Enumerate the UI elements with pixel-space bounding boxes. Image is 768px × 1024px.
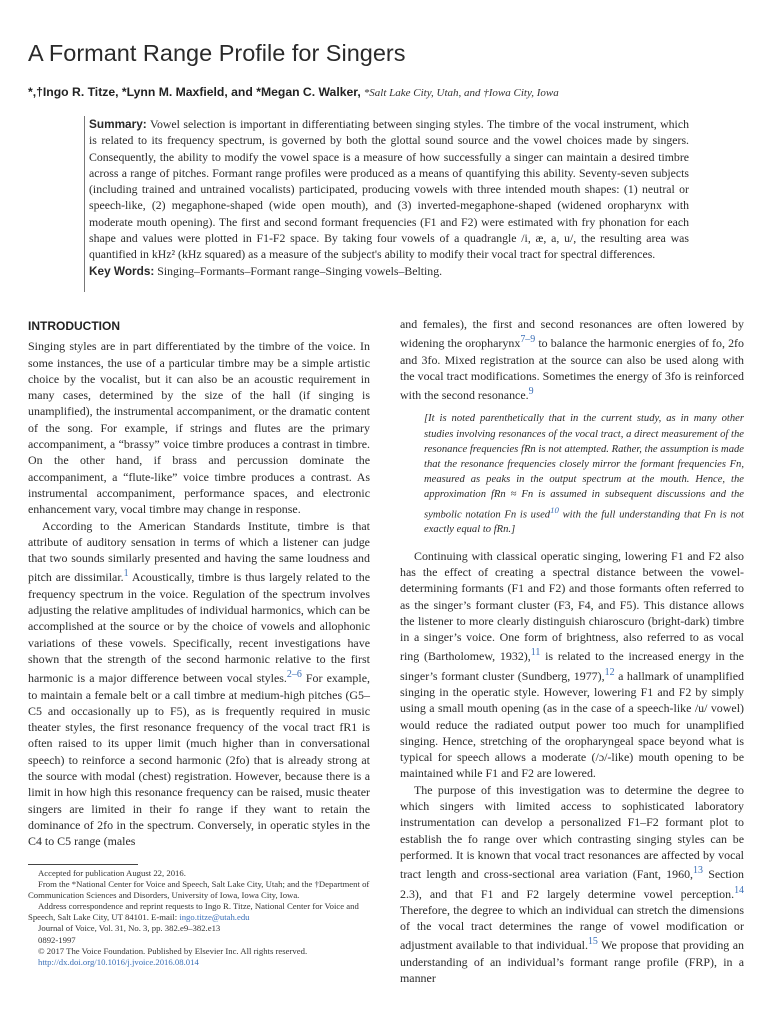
summary-label: Summary: xyxy=(89,117,147,131)
doi-link[interactable]: http://dx.doi.org/10.1016/j.jvoice.2016.08.014 xyxy=(38,956,199,967)
citation-link[interactable]: 11 xyxy=(530,647,541,659)
parenthetical-note xyxy=(424,411,744,537)
text-run: to balance the harmonic energies of fo, 2fo and 3fo. Mixed registration at the source can also be used along with the vocal tract modifications. Sometimes the energy of 3fo is reinforced with the second resonance. xyxy=(400,336,744,403)
text-run: a hallmark of unamplified singing in the operatic style. However, lowering F1 and F2 by simply using a small mouth opening (as in the case of a speech-like /u/ vowel) would reduce the radiated output power too much for unamplified singing. Hence, stretching of the oropharyngeal space beyond what is typical for speech allows a moderate (/ɔ/-like) mouth opening to be maintained while F1 and F2 are lowered. xyxy=(400,668,744,781)
text-run: with the full understanding that Fn is not exactly equal to fRn.] xyxy=(424,509,744,536)
paragraph: Singing styles are in part differentiated by the timbre of the voice. In some instances, the use of a particular timbre may be a simple artistic choice by the vocalist, but it can also be an acoustic requirement in many cases, determined by the size of the hall (if singing is unamplified), the instrumental accompaniment, or the dramatic content of the song. For example, if strings and flutes are the primary accompaniment, a “brassy” voice timbre produces a contrast in timbre. On the other hand, if brass and percussion dominate the accompaniment, a “flute-like” voice timbre produces a contrast. As instrumental accompaniment, performance spaces, and electronic enhancement vary, vocal timbre may change in response. xyxy=(28,339,370,517)
abstract xyxy=(89,116,689,279)
citation-link[interactable]: 7–9 xyxy=(520,334,536,346)
text-run: Therefore, the degree to which an individual can stretch the dimensions of the vocal tract determines the range of vowel modification or adjustment available to that individual. xyxy=(400,902,744,953)
keywords-text: Singing–Formants–Formant range–Singing vowels–Belting. xyxy=(157,263,443,278)
footnote-affiliations: From the *National Center for Voice and Speech, Salt Lake City, Utah; and the †Department of Communication Sciences and Disorders, University of Iowa, Iowa City, Iowa. xyxy=(28,879,370,901)
text-run: According to the American Standards Institute, timbre is that attribute of auditory sensation in terms of which a listener can judge that two sounds similarly presented and having the same loudness and pitch are dissimilar. xyxy=(28,518,370,585)
author-names: *,†Ingo R. Titze, *Lynn M. Maxfield, and *Megan C. Walker, xyxy=(28,85,361,99)
right-column xyxy=(400,316,744,986)
footnote-accepted: Accepted for publication August 22, 2016. xyxy=(38,868,186,878)
left-column xyxy=(28,316,370,849)
summary-text: Vowel selection is important in differentiating between singing styles. The timbre of the vocal instrument, which is related to its frequency spectrum, is governed by both the glottal sound source and the vowel choices made by singers. Consequently, the ability to modify the vowel space is a measure of how successfully a singer can maintain a desired timbre across a range of pitches. Formant range profiles were produced as a means of quantifying this ability. Seventy-seven subjects (including trained and untrained vocalists) participated, producing vowels with three intended mouth shapes: (1) neutral or speech-like, (2) megaphone-shaped (wide open mouth), and (3) inverted-megaphone-shaped (widened oropharynx with moderate mouth opening). The first and second formant frequencies (F1 and F2) were estimated with fry phonation for each shape and values were plotted in F1-F2 space. By taking four vowels of a quadrangle /i, æ, a, u/, the resulting area was quantified in kHz² (kHz squared) as a measure of the subject's ability to modify their vocal tract for spectral differences. xyxy=(89,117,689,262)
citation-link[interactable]: 12 xyxy=(604,666,615,678)
keywords-label: Key Words: xyxy=(89,263,155,278)
citation-link[interactable]: 15 xyxy=(587,936,598,948)
footnote-journal: Journal of Voice, Vol. 31, No. 3, pp. 382.e9–382.e13 xyxy=(38,923,221,934)
section-heading: INTRODUCTION xyxy=(28,319,120,333)
footnote-rule xyxy=(28,864,138,865)
paper-title: A Formant Range Profile for Singers xyxy=(28,40,406,66)
citation-link[interactable]: 1 xyxy=(123,568,129,580)
keywords xyxy=(89,263,689,279)
footnote-issn: 0892-1997 xyxy=(38,934,76,945)
text-run: is related to the increased energy in the singer’s formant cluster (Sundberg, 1977), xyxy=(400,649,744,683)
text-run: We propose that providing an understanding of an individual’s formant range profile (FRP), in a manner xyxy=(400,938,745,985)
author-affiliation: *Salt Lake City, Utah, and †Iowa City, Iowa xyxy=(363,87,559,99)
text-run: Continuing with classical operatic singing, lowering F1 and F2 also has the effect of creating a spectral distance between the vowel-determining formants (F1 and F2) and those formants often referred to as the singer’s formant cluster (F3, F4, and F5). This distance allows the listener to more clearly distinguish chiaroscuro (bright-dark) timbre in a singer’s voice. One form of brightness, also referred to as vocal ring (Bartholomew, 1932), xyxy=(400,548,744,664)
footnote-copyright: © 2017 The Voice Foundation. Published by Elsevier Inc. All rights reserved. xyxy=(38,945,308,956)
text-run: Acoustically, timbre is thus largely related to the frequency spectrum in the voice. Regulation of the spectrum involves adjusting the relative amplitudes of individual harmonics, which can be accomplished at the source or by the choice of vowels and allophonic variations of these vowels. Specifically, recent investigations have shown that the strength of the second harmonic relative to the first harmonic is a major difference between vocal styles. xyxy=(28,570,370,686)
abstract-summary xyxy=(89,116,689,263)
citation-link[interactable]: 14 xyxy=(734,884,744,896)
paragraph xyxy=(400,782,744,987)
citation-link[interactable]: 9 xyxy=(528,386,534,398)
text-run: [It is noted parenthetically that in the current study, as in many other studies involving resonances of the vocal tract, a direct measurement of the resonance frequencies fRn is not attempted. Rather, the assumption is made that the resonance frequencies closely mirror the formant frequencies Fn, measured as peaks in the output spectrum at the mouth. Hence, the approximation fRn ≈ Fn is assumed in subsequent discussions and the symbolic notation Fn is used xyxy=(424,413,744,521)
paragraph xyxy=(28,518,370,850)
footnotes xyxy=(28,868,373,968)
text-run: Address correspondence and reprint requests to Ingo R. Titze, National Center for Voice and Speech, Salt Lake City, UT 84101. E-mail: xyxy=(28,901,359,923)
text-run: For example, to maintain a female belt or a call timbre at medium-high pitches (G5–C5 and occasionally up to F5), as is frequently required in music theater styles, the first resonance frequency of the vocal tract fR1 is often raised to its upper limit (much higher than in conversational speech) to reinforce a second harmonic (2fo) that is already strong at the source with modal (chest) registration. However, because there is a limit in how high this resonance frequency can be raised, music theater singers are limited in their fo range if they want to retain the dominance of 2fo in the spectrum. Conversely, in operatic styles in the C4 to C5 range (males xyxy=(28,671,370,849)
citation-link[interactable]: 10 xyxy=(550,504,559,515)
email-link[interactable]: ingo.titze@utah.edu xyxy=(179,912,250,923)
paragraph xyxy=(400,548,744,782)
text-run: Section 2.3), and that F1 and F2 largely determine vowel perception. xyxy=(400,867,745,901)
footnote-address xyxy=(28,901,373,923)
citation-link[interactable]: 2–6 xyxy=(286,669,302,681)
text-run: The purpose of this investigation was to determine the degree to which singers with limited access to sophisticated laboratory instrumentation can develop a personalized F1–F2 formant plot to establish the fo range over which contrasting singing styles can be performed. It is known that vocal tract resonances are affected by vocal tract length and cross-sectional area variation (Fant, 1960, xyxy=(400,782,744,882)
text-run: and females), the first and second resonances are often lowered by widening the oropharynx xyxy=(400,317,744,351)
citation-link[interactable]: 13 xyxy=(693,865,703,877)
author-line xyxy=(28,84,748,101)
paragraph xyxy=(400,316,744,403)
abstract-rule xyxy=(84,116,85,292)
